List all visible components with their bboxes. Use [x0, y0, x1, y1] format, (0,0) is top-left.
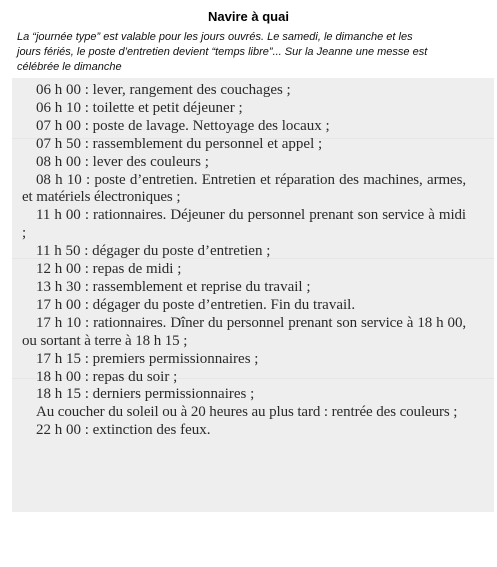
intro-line: célébrée le dimanche	[17, 61, 122, 73]
schedule-entry: 07 h 00 : poste de lavage. Nettoyage des locaux ;	[36, 117, 330, 134]
schedule-entry: 13 h 30 : rassemblement et reprise du travail ;	[36, 278, 311, 295]
schedule-entry: 18 h 15 : derniers permissionnaires ;	[36, 386, 255, 403]
schedule-entry: 08 h 00 : lever des couleurs ;	[36, 153, 209, 170]
intro-note	[17, 30, 487, 75]
schedule-entry: 17 h 00 : dégager du poste d’entretien. Fin du travail.	[36, 296, 356, 313]
schedule-entry: 06 h 10 : toilette et petit déjeuner ;	[36, 99, 243, 116]
schedule-entry: 22 h 00 : extinction des feux.	[36, 422, 211, 439]
page-title: Navire à quai	[208, 9, 289, 24]
schedule-entry: 08 h 10 : poste d’entretien. Entretien et réparation des machines, armes, et matériels électroniques ;	[22, 171, 466, 206]
schedule-entry: Au coucher du soleil ou à 20 heures au plus tard : rentrée des couleurs ;	[36, 404, 458, 421]
schedule-entry: 18 h 00 : repas du soir ;	[36, 368, 178, 385]
schedule-entry: 12 h 00 : repas de midi ;	[36, 261, 182, 278]
intro-line: La “journée type” est valable pour les jours ouvrés. Le samedi, le dimanche et les	[17, 31, 413, 43]
schedule-entry: 07 h 50 : rassemblement du personnel et appel ;	[36, 135, 323, 152]
schedule-entry: 11 h 00 : rationnaires. Déjeuner du personnel prenant son service à midi ;	[22, 207, 466, 242]
daily-schedule	[22, 82, 466, 440]
schedule-entry: 11 h 50 : dégager du poste d’entretien ;	[36, 243, 271, 260]
intro-line: jours fériés, le poste d’entretien devient “temps libre”... Sur la Jeanne une messe est	[17, 46, 428, 58]
schedule-entry: 06 h 00 : lever, rangement des couchages ;	[36, 82, 291, 98]
schedule-entry: 17 h 10 : rationnaires. Dîner du personnel prenant son service à 18 h 00, ou sortant à terre à 18 h 15 ;	[22, 314, 466, 349]
schedule-entry: 17 h 15 : premiers permissionnaires ;	[36, 350, 259, 367]
